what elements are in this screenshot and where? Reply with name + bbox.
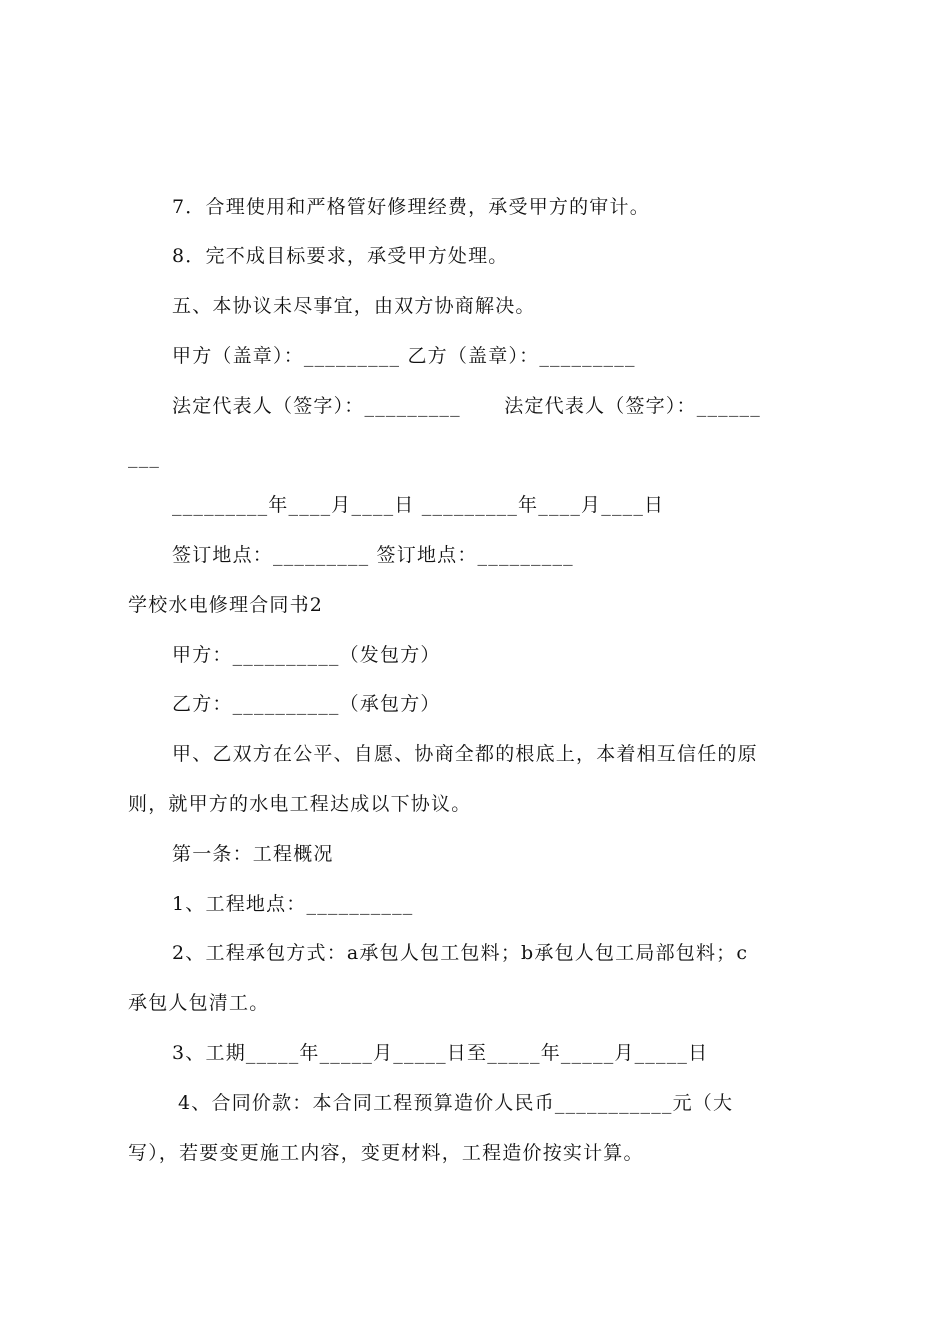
article-1-heading: 第一条：工程概况 [172,843,334,865]
preamble-line-2: 则，就甲方的水电工程达成以下协议。 [128,793,472,815]
contract-price-line-1: 4、合同价款：本合同工程预算造价人民币___________元（大 [178,1092,734,1114]
section-5: 五、本协议未尽事宜，由双方协商解决。 [172,295,536,317]
contract-method-line-1: 2、工程承包方式：a承包人包工包料；b承包人包工局部包料；c [172,942,749,964]
date-line: _________年____月____日 _________年____月____日 [172,494,665,516]
party-seal-line: 甲方（盖章）：_________ 乙方（盖章）：_________ [172,345,636,367]
legal-rep-signature-line: 法定代表人（签字）：_________ 法定代表人（签字）：______ [172,395,761,417]
contract-price-line-2: 写），若要变更施工内容，变更材料，工程造价按实计算。 [128,1142,644,1164]
project-location-line: 1、工程地点：__________ [172,893,414,915]
clause-8: 8．完不成目标要求，承受甲方处理。 [172,245,509,267]
contract-method-line-2: 承包人包清工。 [128,992,270,1014]
construction-period-line: 3、工期_____年_____月_____日至_____年_____月_____日 [172,1042,709,1064]
party-b-line: 乙方：__________（承包方） [172,693,441,715]
signing-location-line: 签订地点：_________ 签订地点：_________ [172,544,574,566]
clause-7: 7．合理使用和严格管好修理经费，承受甲方的审计。 [172,196,650,218]
party-a-line: 甲方：__________（发包方） [172,644,441,666]
contract-title: 学校水电修理合同书2 [128,594,324,616]
legal-rep-signature-overflow: ___ [128,446,161,468]
preamble-line-1: 甲、乙双方在公平、自愿、协商全都的根底上，本着相互信任的原 [172,743,758,765]
